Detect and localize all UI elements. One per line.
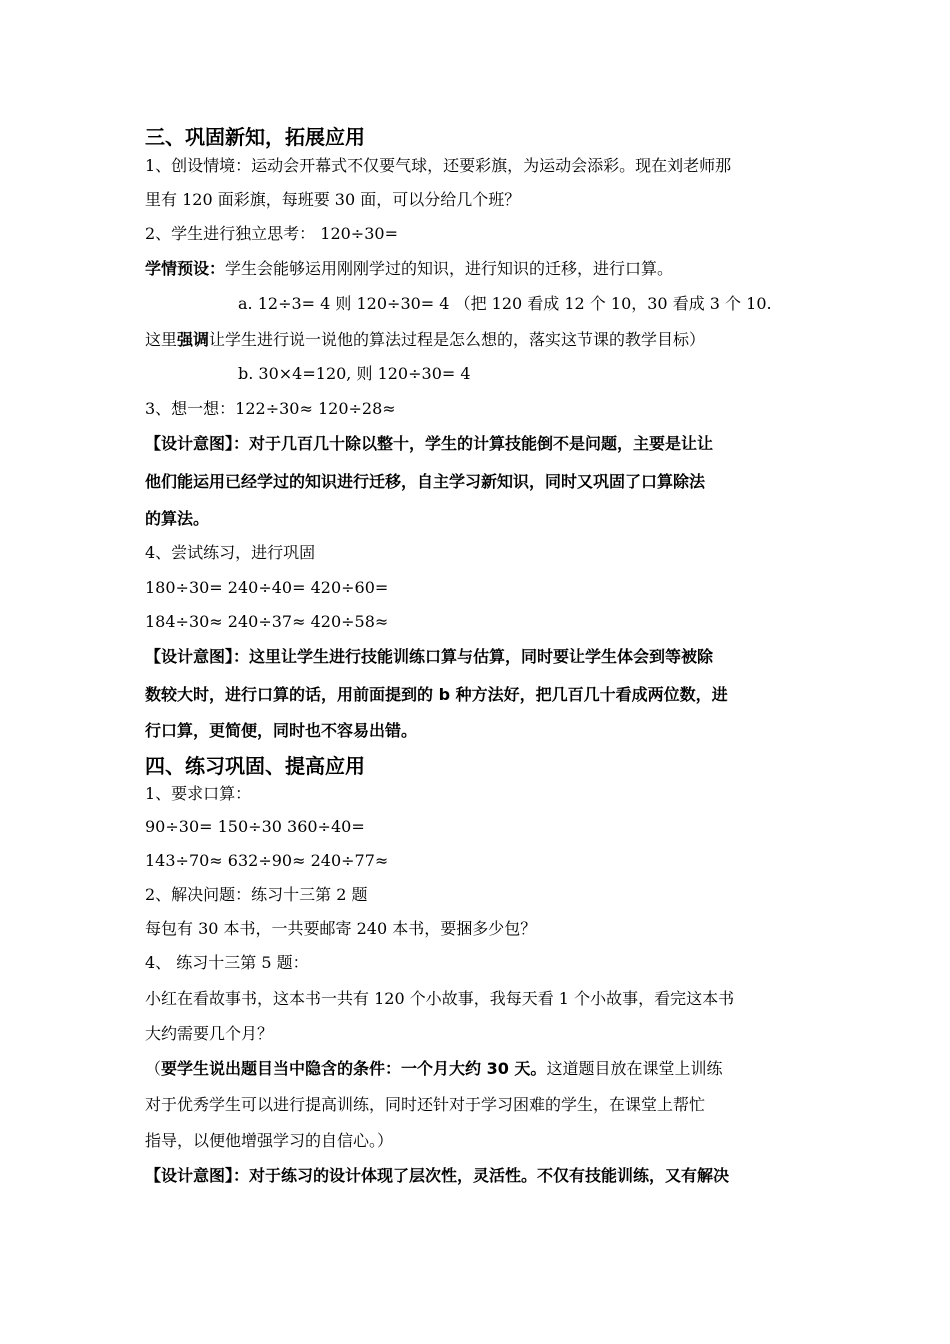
exercise-1-row-2: 143÷70≈ 632÷90≈ 240÷77≈ [145, 851, 389, 870]
teaching-note-line-2: 对于优秀学生可以进行提高训练，同时还针对于学习困难的学生，在课堂上帮忙 [145, 1095, 706, 1114]
design-intent-1-line-1: 【设计意图】：对于几百几十除以整十，学生的计算技能倒不是问题，主要是让让 [145, 434, 714, 453]
section-4-heading: 四、练习巩固、提高应用 [145, 754, 365, 778]
method-a-continuation [145, 328, 705, 352]
item-2: 2、学生进行独立思考： 120÷30= [145, 224, 398, 243]
design-intent-2-line-2: 数较大时，进行口算的话，用前面提到的 b 种方法好，把几百几十看成两位数，进 [145, 685, 728, 704]
design-intent-3-line-1: 【设计意图】：对于练习的设计体现了层次性，灵活性。不仅有技能训练，又有解决 [145, 1166, 730, 1185]
emphasis-word: 强调 [177, 330, 210, 349]
exercise-4-title: 4、 练习十三第 5 题： [145, 953, 309, 972]
design-intent-1-line-2: 他们能运用已经学过的知识进行迁移，自主学习新知识，同时又巩固了口算除法 [145, 472, 706, 491]
method-b-line: b. 30×4=120, 则 120÷30= 4 [238, 364, 471, 383]
note-bold-text: 要学生说出题目当中隐含的条件：一个月大约 30 天。 [161, 1059, 547, 1078]
method-a-line: a. 12÷3= 4 则 120÷30= 4 （把 120 看成 12 个 10，30 看成 3 个 10. [238, 294, 772, 313]
exercise-row-2: 184÷30≈ 240÷37≈ 420÷58≈ [145, 612, 389, 631]
note-rest-text: 这道题目放在课堂上训练 [546, 1059, 723, 1078]
a-cont-pre: 这里 [145, 330, 178, 349]
preset-label: 学情预设： [145, 259, 226, 278]
design-intent-2-line-3: 行口算，更简便，同时也不容易出错。 [145, 721, 418, 740]
a-cont-post: 让学生进行说一说他的算法过程是怎么想的，落实这节课的教学目标） [209, 330, 706, 349]
exercise-2-title: 2、解决问题：练习十三第 2 题 [145, 885, 368, 904]
teaching-note-line-1 [145, 1057, 722, 1081]
item-4: 4、尝试练习，进行巩固 [145, 543, 316, 562]
design-intent-1-line-3: 的算法。 [145, 509, 210, 528]
exercise-2-text: 每包有 30 本书，一共要邮寄 240 本书，要捆多少包？ [145, 919, 537, 938]
item-3: 3、想一想：122÷30≈ 120÷28≈ [145, 399, 396, 418]
item-1-line-1: 1、创设情境：运动会开幕式不仅要气球，还要彩旗，为运动会添彩。现在刘老师那 [145, 156, 732, 175]
preset-paragraph [145, 257, 673, 281]
note-open-paren: （ [145, 1059, 162, 1078]
exercise-1-row-1: 90÷30= 150÷30 360÷40= [145, 817, 365, 836]
exercise-4-line-2: 大约需要几个月？ [145, 1024, 274, 1043]
design-intent-2-line-1: 【设计意图】：这里让学生进行技能训练口算与估算，同时要让学生体会到等被除 [145, 647, 714, 666]
teaching-note-line-3: 指导，以便他增强学习的自信心。） [145, 1131, 394, 1150]
preset-text: 学生会能够运用刚刚学过的知识，进行知识的迁移，进行口算。 [225, 259, 674, 278]
section-3-heading: 三、巩固新知，拓展应用 [145, 125, 365, 149]
item-1-line-2: 里有 120 面彩旗，每班要 30 面，可以分给几个班？ [145, 190, 521, 209]
exercise-4-line-1: 小红在看故事书，这本书一共有 120 个小故事，我每天看 1 个小故事，看完这本书 [145, 989, 735, 1008]
exercise-1-title: 1、要求口算： [145, 784, 252, 803]
exercise-row-1: 180÷30= 240÷40= 420÷60= [145, 578, 389, 597]
